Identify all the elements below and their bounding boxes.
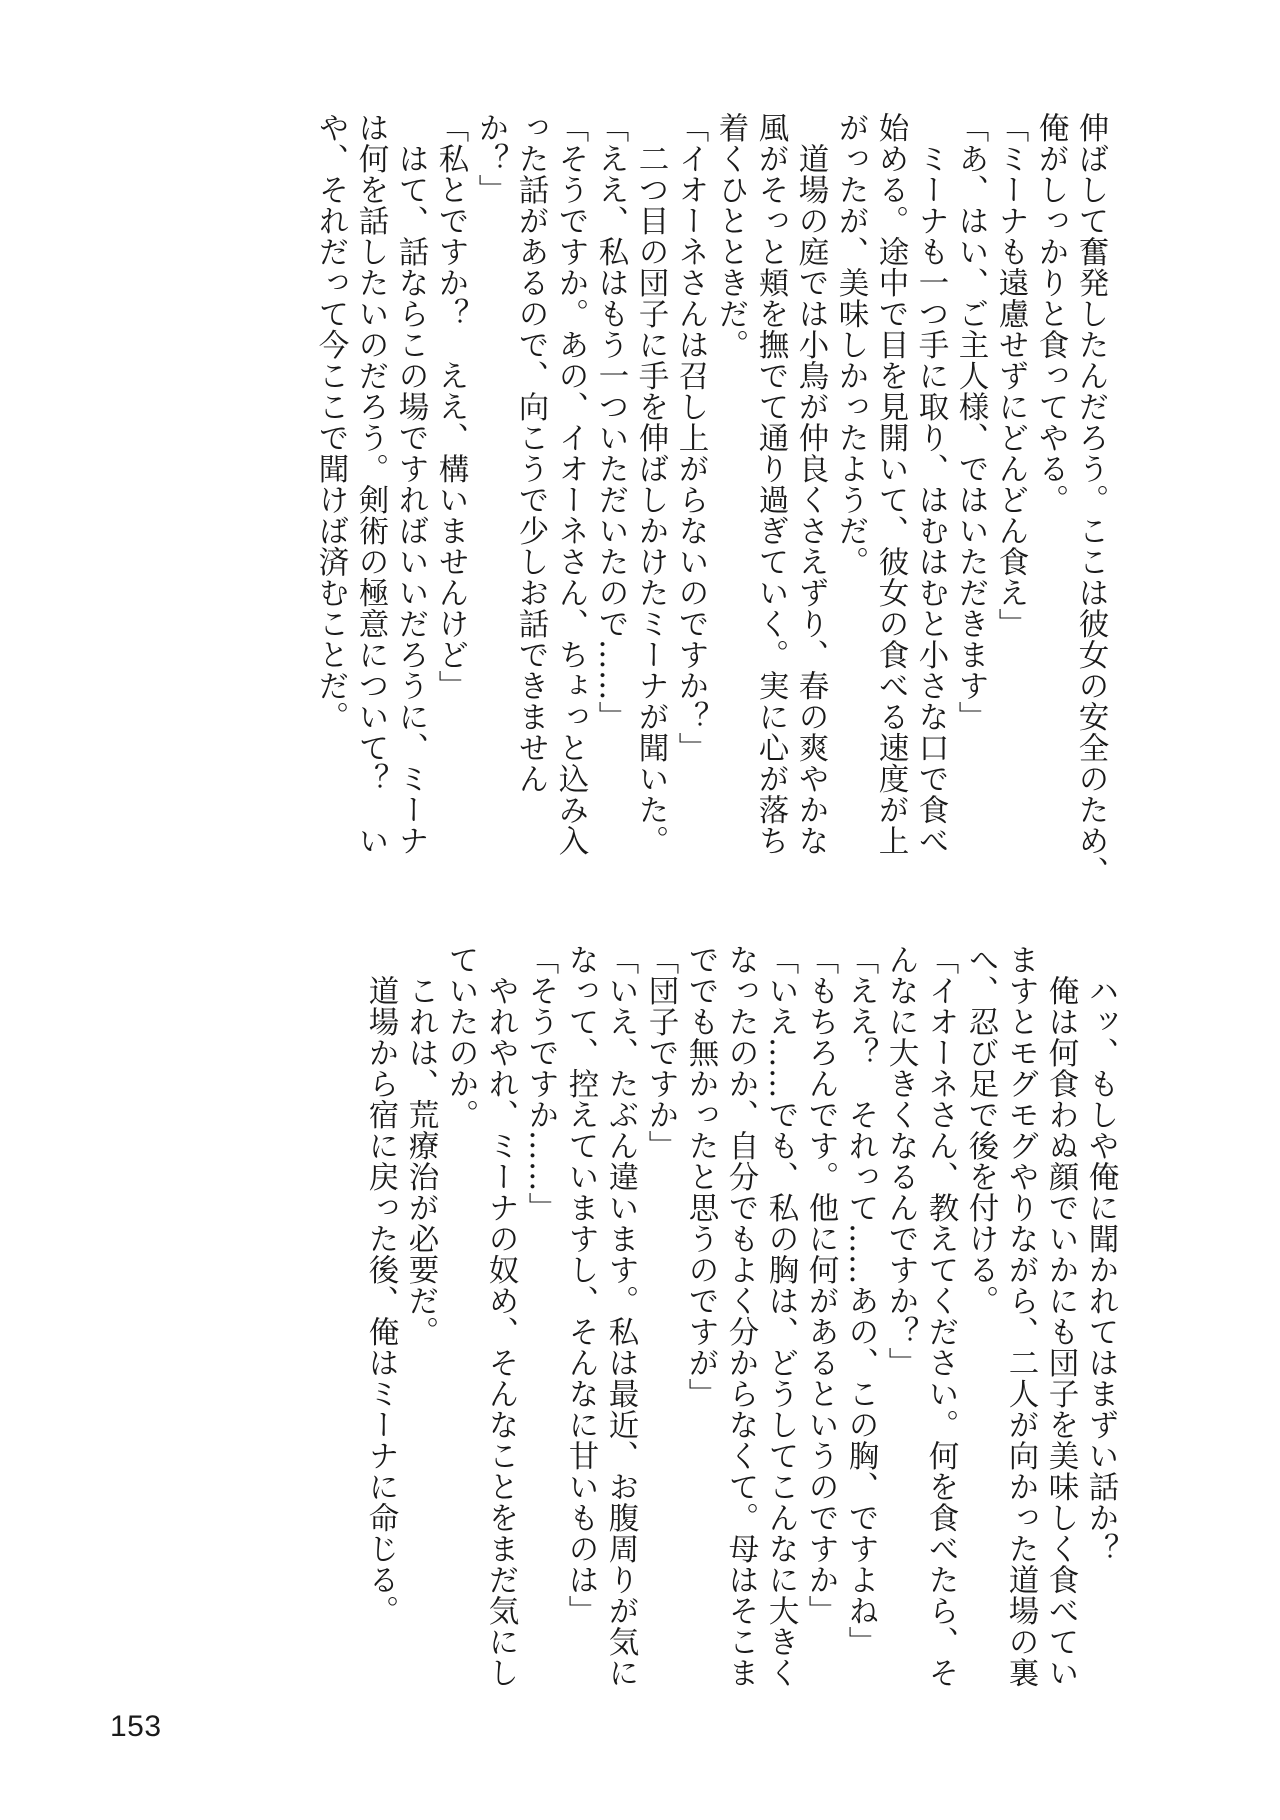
bottom-line: 「もちろんです。他に何があるというのですか」 xyxy=(803,944,838,1626)
top-line: 「ミーナも遠慮せずにどんどん食え」 xyxy=(993,112,1028,639)
top-line: は何を話したいのだろう。剣術の極意について？ い xyxy=(353,112,388,856)
text-block-top xyxy=(150,112,1110,887)
bottom-line: ハッ、もしや俺に聞かれてはまずい話か？ xyxy=(1083,944,1118,1564)
top-line: 「私とですか？ ええ、構いませんけど」 xyxy=(433,112,468,701)
bottom-line: 俺は何食わぬ顔でいかにも団子を美味しく食べてい xyxy=(1043,944,1078,1688)
top-line: がったが、美味しかったようだ。 xyxy=(833,112,868,577)
bottom-line: ますとモグモグやりながら、二人が向かった道場の裏 xyxy=(1003,944,1038,1688)
bottom-line: なったのか、自分でもよく分からなくて。母はそこま xyxy=(723,944,758,1688)
top-line: 「そうですか。あの、イオーネさん、ちょっと込み入 xyxy=(553,112,588,856)
top-line: 二つ目の団子に手を伸ばしかけたミーナが聞いた。 xyxy=(633,112,668,856)
bottom-line: 「団子ですか」 xyxy=(643,944,678,1161)
top-line: った話があるので、向こうで少しお話できません xyxy=(513,112,548,794)
top-line: 始める。途中で目を見開いて、彼女の食べる速度が上 xyxy=(873,112,908,856)
bottom-line: へ、忍び足で後を付ける。 xyxy=(963,944,998,1316)
top-line: 道場の庭では小鳥が仲良くさえずり、春の爽やかな xyxy=(793,112,828,856)
bottom-line: なって、控えていますし、そんなに甘いものは」 xyxy=(563,944,598,1626)
page-number: 153 xyxy=(110,1710,162,1743)
top-line: 「あ、はい、ご主人様、ではいただきます」 xyxy=(953,112,988,732)
bottom-line: ていたのか。 xyxy=(443,944,478,1130)
top-line: 「ええ、私はもう一ついただいたので……」 xyxy=(593,112,628,732)
bottom-line: 道場から宿に戻った後、俺はミーナに命じる。 xyxy=(363,944,398,1626)
top-line: ミーナも一つ手に取り、はむはむと小さな口で食べ xyxy=(913,112,948,856)
bottom-line: これは、荒療治が必要だ。 xyxy=(403,944,438,1347)
bottom-line: 「そうですか……」 xyxy=(523,944,558,1223)
top-line: か？」 xyxy=(473,112,508,205)
top-line: や、それだって今ここで聞けば済むことだ。 xyxy=(313,112,348,732)
top-line: はて、話ならこの場ですればいいだろうに、ミーナ xyxy=(393,112,428,856)
bottom-line: やれやれ、ミーナの奴め、そんなことをまだ気にし xyxy=(483,944,518,1688)
top-line: 風がそっと頬を撫でて通り過ぎていく。実に心が落ち xyxy=(753,112,788,856)
bottom-line: 「いえ、たぶん違います。私は最近、お腹周りが気に xyxy=(603,944,638,1688)
bottom-line: 「ええ？ それって……あの、この胸、ですよね」 xyxy=(843,944,878,1657)
bottom-line: 「いえ……でも、私の胸は、どうしてこんなに大きく xyxy=(763,944,798,1688)
bottom-line: んなに大きくなるんですか？」 xyxy=(883,944,918,1378)
top-line: 「イオーネさんは召し上がらないのですか？」 xyxy=(673,112,708,763)
bottom-line: ででも無かったと思うのですが」 xyxy=(683,944,718,1409)
top-line: 俺がしっかりと食ってやる。 xyxy=(1033,112,1068,515)
text-block-bottom xyxy=(150,944,1120,1704)
top-line: 着くひとときだ。 xyxy=(713,112,748,360)
top-line: 伸ばして奮発したんだろう。ここは彼女の安全のため、 xyxy=(1073,112,1108,887)
bottom-line: 「イオーネさん、教えてください。何を食べたら、そ xyxy=(923,944,958,1688)
